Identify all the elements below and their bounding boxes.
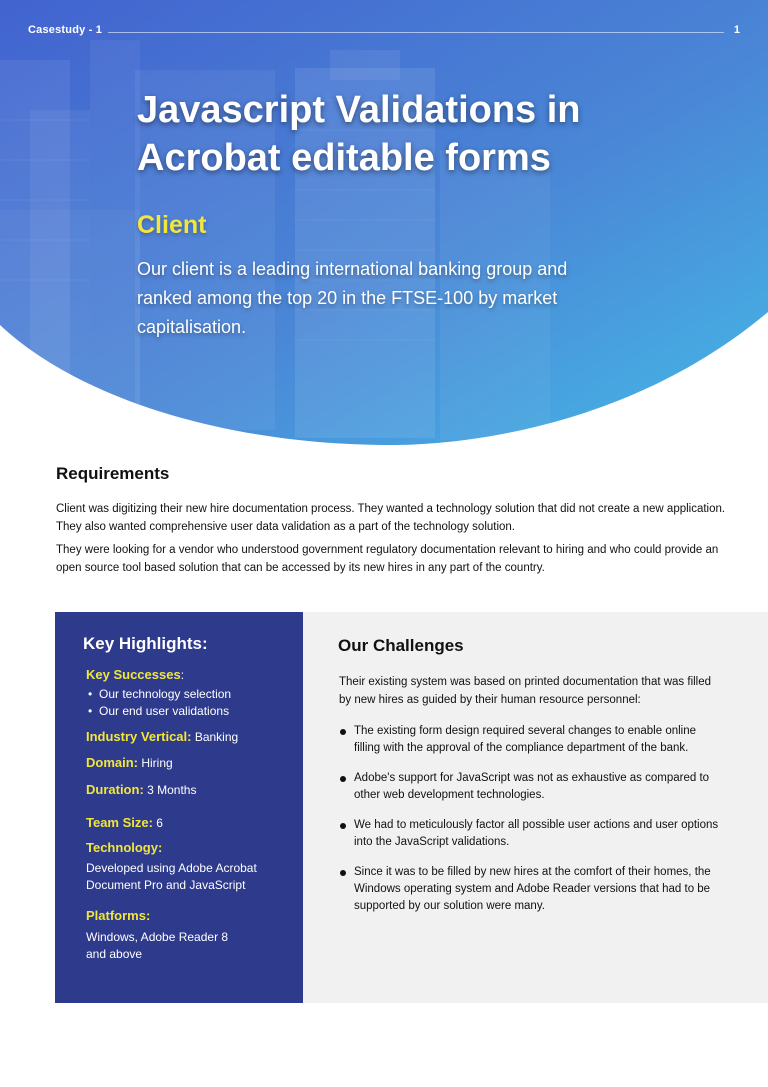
requirements-paragraph: Client was digitizing their new hire documentation process. They wanted a technology solution that did not create a new application. They also wanted comprehensive user data validation as a part of the technology solution. [56,503,726,533]
list-item: Since it was to be filled by new hires at the comfort of their homes, the Windows operating system and Adobe Reader versions that had to be supported by our solution were many. [339,864,719,915]
list-item: • Our technology selection [86,686,231,703]
industry-vertical: Industry Vertical: Banking [86,729,239,744]
page-title: Javascript Validations in Acrobat editable forms [137,89,581,179]
list-item: Adobe's support for JavaScript was not as exhaustive as compared to other web development technologies. [339,770,719,804]
page-header [28,24,740,40]
duration: Duration: 3 Months [86,782,197,797]
page-number: 1 [733,24,740,36]
requirements-paragraph: They were looking for a vendor who understood government regulatory documentation relevant to hiring and who could provide an open source tool based solution that can be accessed by its new hires in any part of the country. [56,544,719,574]
technology-value: Developed using Adobe Acrobat Document Pro and JavaScript [86,861,257,892]
key-successes-list [86,686,231,720]
challenges-list [339,723,719,928]
hero-banner [0,0,768,445]
key-highlights-heading: Key Highlights: [83,634,208,653]
challenges-heading: Our Challenges [338,636,464,655]
challenges-intro: Their existing system was based on printed documentation that was filled by new hires as guided by their human resource personnel: [339,676,712,706]
header-divider [108,32,724,33]
list-item: We had to meticulously factor all possible user actions and user options into the JavaScript validations. [339,817,719,851]
key-successes-label: Key Successes: [86,667,185,682]
list-item: • Our end user validations [86,703,231,720]
list-item: The existing form design required several changes to enable online filling with the approval of the compliance department of the bank. [339,723,719,757]
technology-label: Technology: [86,840,163,855]
challenges-panel [303,612,768,1003]
hero-background [0,0,768,445]
requirements-heading: Requirements [56,464,170,483]
casestudy-label: Casestudy - 1 [28,24,103,36]
platforms-value: Windows, Adobe Reader 8 and above [86,930,229,961]
team-size: Team Size: 6 [86,815,163,830]
client-heading: Client [137,211,207,239]
domain: Domain: Hiring [86,755,173,770]
key-highlights-panel [55,612,303,1003]
platforms-label: Platforms: [86,908,151,923]
client-description: Our client is a leading international banking group and ranked among the top 20 in the FTSE-100 by market capitalisation. [137,259,568,337]
